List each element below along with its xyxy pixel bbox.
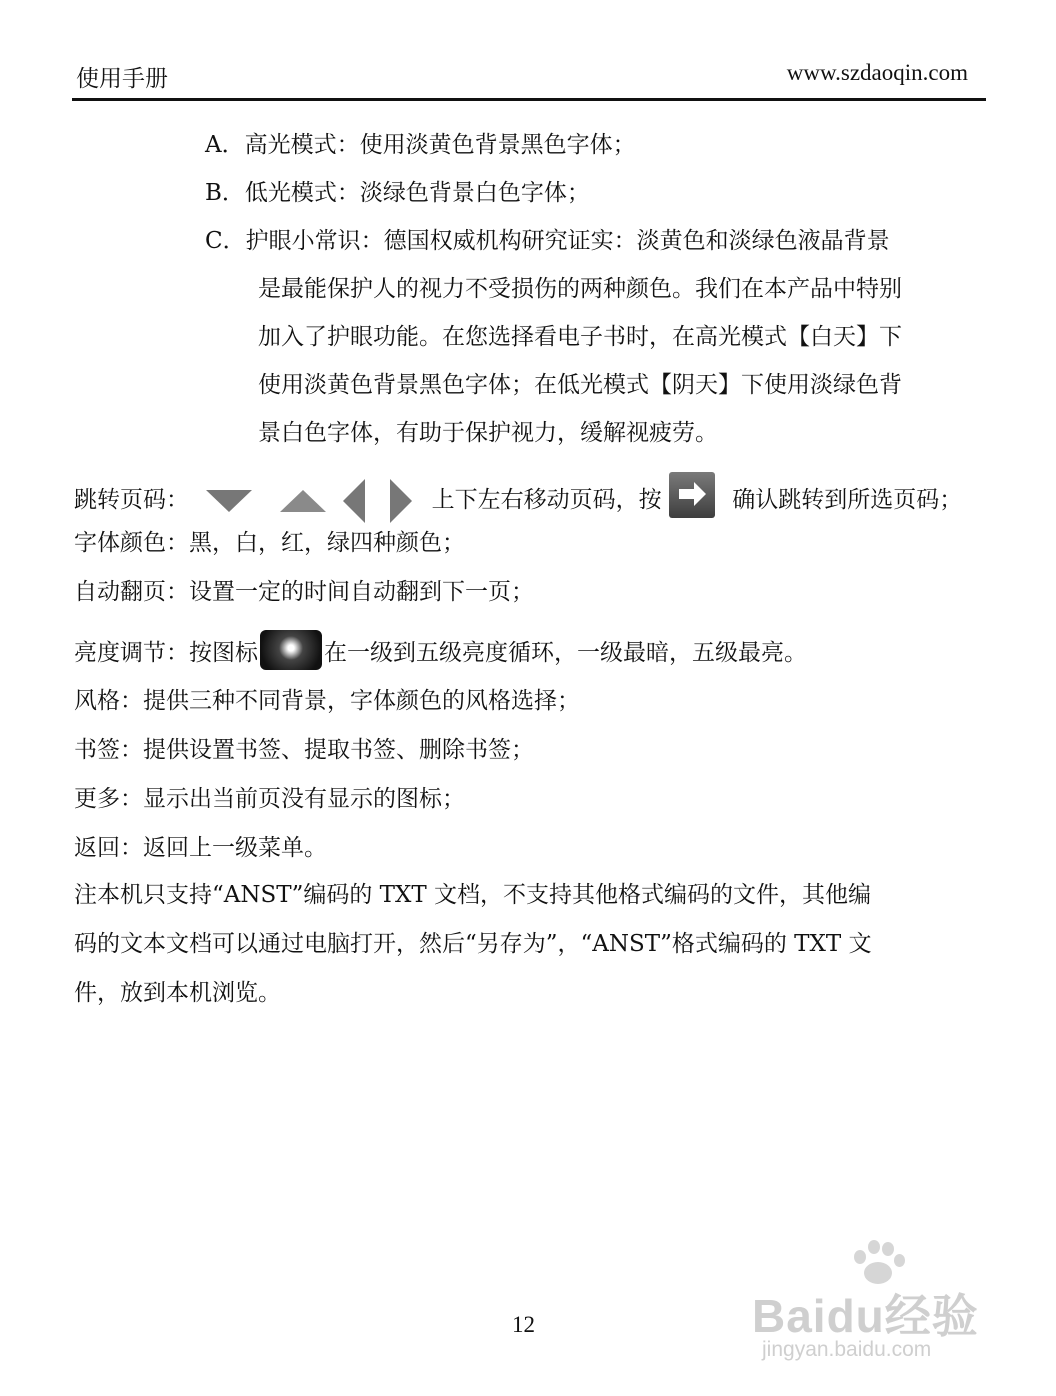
brightness-label: 亮度调节：按图标 — [74, 640, 258, 666]
page-header — [72, 58, 986, 101]
right-arrow-icon — [390, 479, 412, 523]
jump-label: 跳转页码： — [74, 487, 189, 513]
style-text: 风格：提供三种不同背景，字体颜色的风格选择； — [74, 688, 580, 714]
page-number: 12 — [512, 1312, 535, 1337]
bookmark-text: 书签：提供设置书签、提取书签、删除书签； — [74, 737, 534, 763]
mode-c-line-1: C．护眼小常识：德国权威机构研究证实：淡黄色和淡绿色液晶背景 — [205, 228, 890, 254]
mode-c-line-2: 是最能保护人的视力不受损伤的两种颜色。我们在本产品中特别 — [258, 276, 902, 302]
confirm-arrow-icon — [669, 472, 715, 518]
up-arrow-icon — [280, 490, 326, 512]
jump-mid-text: 上下左右移动页码，按 — [431, 487, 662, 513]
down-arrow-icon — [206, 490, 252, 512]
mode-c-line-4: 使用淡黄色背景黑色字体；在低光模式【阴天】下使用淡绿色背 — [258, 372, 902, 398]
baidu-watermark — [752, 1238, 992, 1368]
header-title: 使用手册 — [76, 66, 168, 92]
left-arrow-icon — [343, 479, 365, 523]
brightness-line — [74, 634, 807, 674]
header-website: www.szdaoqin.com — [786, 60, 968, 85]
auto-flip-text: 自动翻页：设置一定的时间自动翻到下一页； — [74, 579, 534, 605]
watermark-url: jingyan.baidu.com — [762, 1338, 932, 1361]
mode-c-line-5: 景白色字体，有助于保护视力，缓解视疲劳。 — [258, 420, 718, 446]
note-line-3: 件，放到本机浏览。 — [74, 980, 281, 1006]
mode-b-text: B．低光模式：淡绿色背景白色字体； — [205, 180, 590, 206]
mode-a-text: A．高光模式：使用淡黄色背景黑色字体； — [205, 132, 636, 158]
font-color-text: 字体颜色：黑，白，红，绿四种颜色； — [74, 530, 465, 556]
back-text: 返回：返回上一级菜单。 — [74, 835, 327, 861]
mode-c-line-3: 加入了护眼功能。在您选择看电子书时，在高光模式【白天】下 — [258, 324, 902, 350]
watermark-brand: Baidu经验 — [752, 1290, 979, 1342]
brightness-icon — [260, 630, 322, 670]
jump-page-line — [74, 478, 962, 524]
jump-end-text: 确认跳转到所选页码； — [732, 487, 963, 513]
note-line-1: 注本机只支持“ANST”编码的 TXT 文档，不支持其他格式编码的文件，其他编 — [74, 882, 872, 908]
note-line-2: 码的文本文档可以通过电脑打开，然后“另存为”，“ANST”格式编码的 TXT 文 — [74, 931, 872, 957]
brightness-text: 在一级到五级亮度循环，一级最暗，五级最亮。 — [324, 640, 807, 666]
more-text: 更多：显示出当前页没有显示的图标； — [74, 786, 465, 812]
